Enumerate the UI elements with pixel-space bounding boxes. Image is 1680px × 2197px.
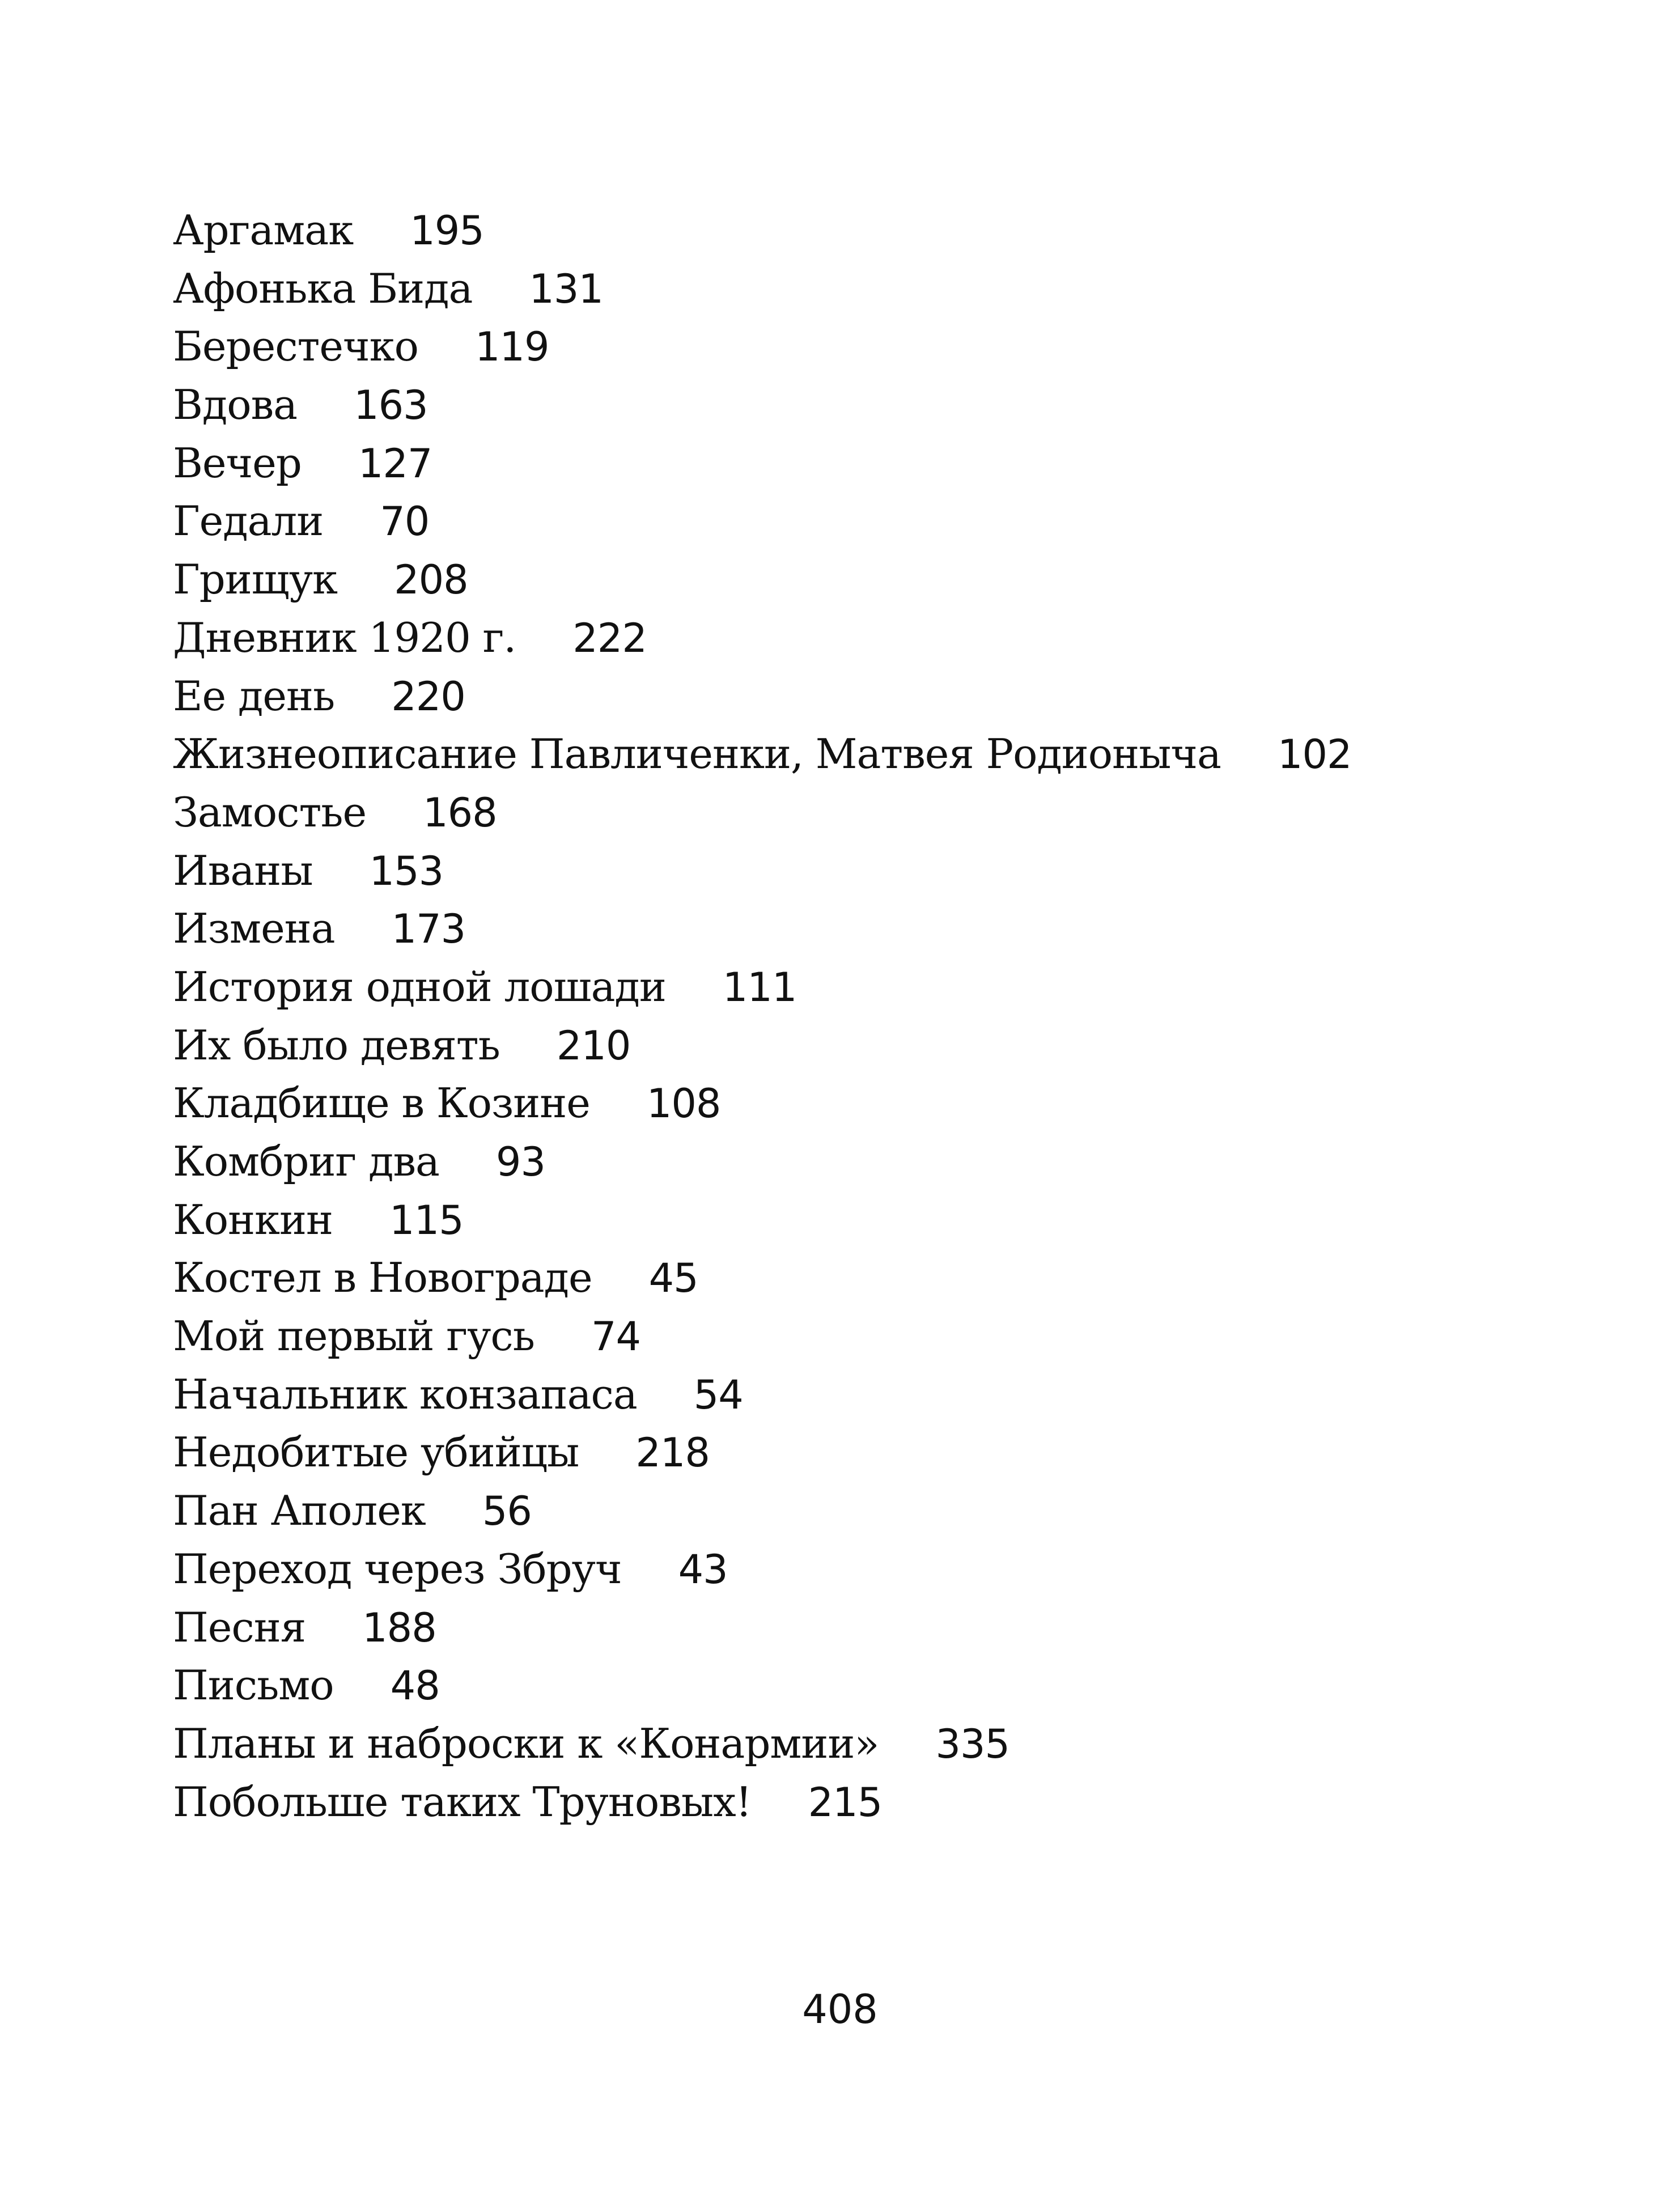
entry-title: Афонька Бида bbox=[173, 264, 473, 312]
entry-page-number: 222 bbox=[572, 614, 647, 661]
entry-page-number: 108 bbox=[646, 1080, 721, 1127]
index-entry bbox=[173, 958, 1533, 1016]
entry-page-number: 218 bbox=[635, 1430, 710, 1477]
index-entry bbox=[173, 667, 1533, 726]
entry-page-number: 115 bbox=[389, 1197, 464, 1244]
index-entry bbox=[173, 376, 1533, 434]
entry-title: Костел в Новограде bbox=[173, 1254, 592, 1302]
index-entry bbox=[173, 1656, 1533, 1715]
index-entry bbox=[173, 842, 1533, 900]
index-entry bbox=[173, 550, 1533, 609]
index-entry bbox=[173, 1016, 1533, 1075]
index-entry bbox=[173, 201, 1533, 260]
entry-title: Ее день bbox=[173, 672, 335, 720]
entry-page-number: 153 bbox=[369, 847, 444, 894]
entry-title: Песня bbox=[173, 1603, 306, 1651]
entry-title: Вдова bbox=[173, 381, 298, 429]
index-entry bbox=[173, 492, 1533, 550]
entry-page-number: 119 bbox=[474, 324, 549, 371]
entry-title: Аргамак bbox=[173, 206, 354, 254]
entry-title: Грищук bbox=[173, 555, 338, 604]
entry-title: Планы и наброски к «Конармии» bbox=[173, 1719, 879, 1767]
index-entry bbox=[173, 725, 1533, 783]
index-entry bbox=[173, 1540, 1533, 1598]
index-entry bbox=[173, 434, 1533, 493]
entry-page-number: 54 bbox=[693, 1371, 743, 1418]
entry-title: Конкин bbox=[173, 1195, 333, 1244]
entry-page-number: 102 bbox=[1277, 731, 1352, 778]
index-entry bbox=[173, 317, 1533, 376]
index-entry bbox=[173, 783, 1533, 842]
index-entry bbox=[173, 1773, 1533, 1831]
entry-page-number: 56 bbox=[482, 1488, 532, 1535]
entry-title: Переход через Збруч bbox=[173, 1545, 622, 1593]
entry-title: Пан Аполек bbox=[173, 1487, 426, 1535]
index-entry bbox=[173, 1423, 1533, 1482]
entry-page-number: 111 bbox=[722, 964, 797, 1011]
entry-page-number: 131 bbox=[529, 265, 603, 312]
entry-page-number: 215 bbox=[808, 1779, 883, 1826]
index-entry bbox=[173, 1307, 1533, 1365]
entry-title: Вечер bbox=[173, 439, 302, 487]
entry-title: Побольше таких Труновых! bbox=[173, 1778, 752, 1826]
entry-page-number: 48 bbox=[390, 1662, 440, 1710]
entry-title: Дневник 1920 г. bbox=[173, 613, 516, 661]
entry-title: Берестечко bbox=[173, 323, 418, 371]
entry-page-number: 168 bbox=[423, 789, 497, 836]
index-entry bbox=[173, 1191, 1533, 1249]
page-number: 408 bbox=[802, 1986, 878, 2033]
index-entry bbox=[173, 1715, 1533, 1773]
entry-page-number: 43 bbox=[678, 1546, 728, 1593]
entry-title: Гедали bbox=[173, 497, 324, 545]
entry-title: Их было девять bbox=[173, 1021, 500, 1069]
index-entry bbox=[173, 1074, 1533, 1133]
entry-page-number: 220 bbox=[391, 673, 465, 720]
index-entry bbox=[173, 1598, 1533, 1657]
entry-page-number: 335 bbox=[935, 1720, 1010, 1767]
index-entry bbox=[173, 900, 1533, 958]
entry-page-number: 93 bbox=[495, 1139, 545, 1185]
entry-page-number: 173 bbox=[391, 906, 466, 953]
entry-title: Замостье bbox=[173, 788, 367, 836]
entry-page-number: 163 bbox=[354, 382, 428, 429]
index-entry bbox=[173, 1133, 1533, 1191]
index-entry bbox=[173, 260, 1533, 318]
index-entry bbox=[173, 1249, 1533, 1307]
entry-title: Измена bbox=[173, 905, 335, 953]
index-list bbox=[173, 201, 1533, 1831]
entry-page-number: 70 bbox=[380, 498, 430, 545]
entry-title: Комбриг два bbox=[173, 1138, 439, 1185]
index-entry bbox=[173, 1482, 1533, 1540]
entry-page-number: 195 bbox=[410, 207, 484, 254]
entry-title: История одной лошади bbox=[173, 962, 666, 1011]
entry-title: Иваны bbox=[173, 846, 313, 894]
entry-title: Недобитые убийцы bbox=[173, 1428, 579, 1477]
entry-title: Письмо bbox=[173, 1661, 334, 1710]
entry-page-number: 208 bbox=[394, 557, 468, 604]
index-entry bbox=[173, 609, 1533, 667]
entry-page-number: 45 bbox=[648, 1255, 698, 1302]
entry-title: Начальник конзапаса bbox=[173, 1370, 637, 1418]
entry-title: Мой первый гусь bbox=[173, 1312, 534, 1360]
entry-page-number: 188 bbox=[362, 1604, 436, 1651]
entry-page-number: 74 bbox=[591, 1313, 641, 1360]
index-entry bbox=[173, 1365, 1533, 1424]
entry-title: Кладбище в Козине bbox=[173, 1079, 590, 1127]
entry-page-number: 210 bbox=[556, 1022, 631, 1069]
entry-title: Жизнеописание Павличенки, Матвея Родионыча bbox=[173, 730, 1221, 778]
entry-page-number: 127 bbox=[358, 440, 432, 487]
